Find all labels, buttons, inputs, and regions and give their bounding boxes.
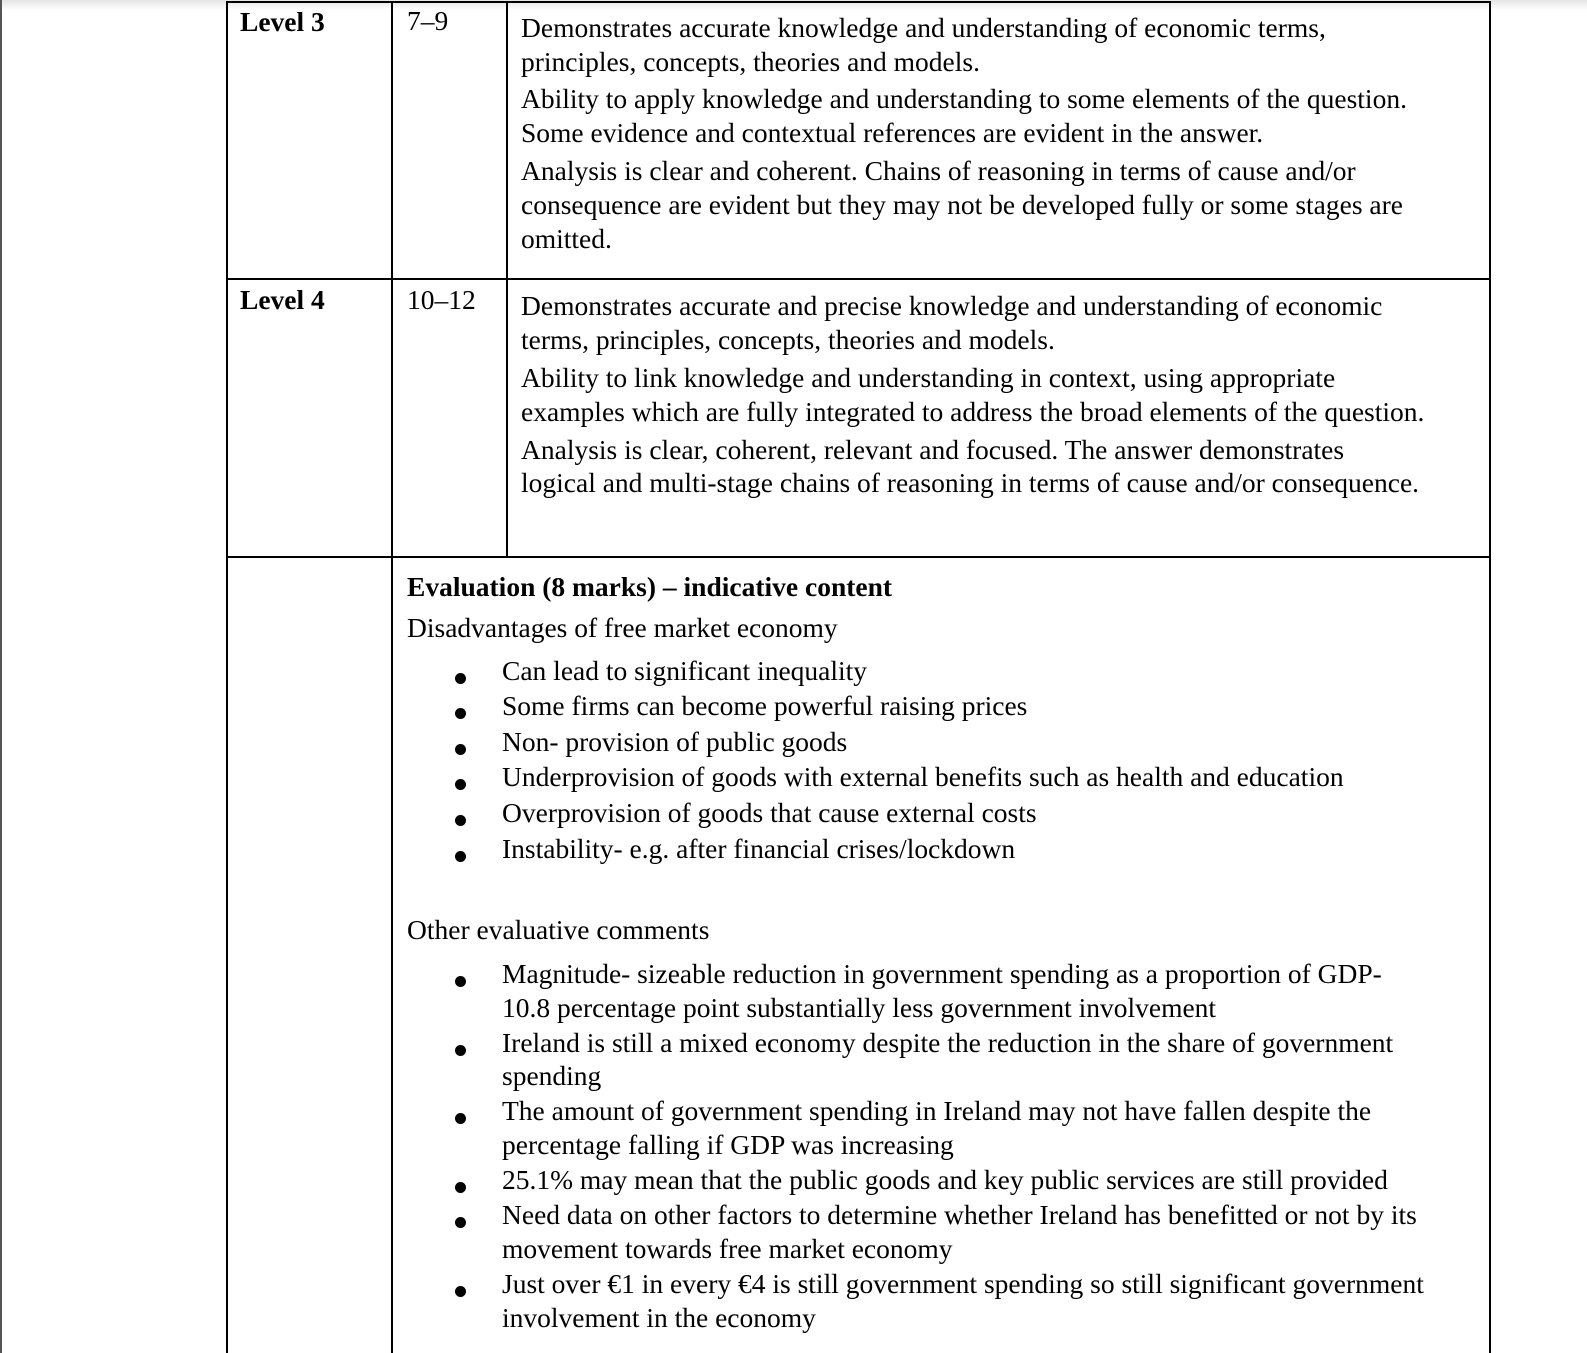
table-divider-col1: [391, 2, 393, 1353]
list-item-line: Magnitude- sizeable reduction in government spending as a proportion of GDP-: [502, 958, 1382, 989]
bullet-icon: [455, 708, 466, 719]
list-item-line: 10.8 percentage point substantially less government involvement: [502, 992, 1217, 1023]
bullet-icon: [455, 851, 466, 862]
descriptor-line: Analysis is clear and coherent. Chains of reasoning in terms of cause and/or: [521, 155, 1356, 186]
list-item-line: involvement in the economy: [502, 1302, 816, 1333]
descriptor-line: principles, concepts, theories and models.: [521, 46, 980, 77]
bullet-icon: [455, 779, 466, 790]
bullet-icon: [455, 1286, 466, 1297]
descriptor-line: Demonstrates accurate and precise knowledge and understanding of economic: [521, 290, 1383, 321]
descriptor-line: Demonstrates accurate knowledge and understanding of economic terms,: [521, 12, 1326, 43]
list-item-line: Need data on other factors to determine whether Ireland has benefitted or not by its: [502, 1199, 1417, 1230]
table-row-divider: [226, 556, 1491, 558]
table-border-left: [226, 2, 228, 1353]
bullet-icon: [455, 744, 466, 755]
list-item-line: 25.1% may mean that the public goods and key public services are still provided: [502, 1164, 1388, 1195]
list-item: Overprovision of goods that cause external costs: [502, 797, 1037, 828]
list-item-line: movement towards free market economy: [502, 1233, 953, 1264]
bullet-icon: [455, 1182, 466, 1193]
marks-range: 7–9: [407, 5, 449, 36]
bullet-icon: [455, 1113, 466, 1124]
descriptor-line: Ability to apply knowledge and understanding to some elements of the question.: [521, 83, 1407, 114]
list-item: Underprovision of goods with external benefits such as health and education: [502, 761, 1344, 792]
table-border-right: [1489, 2, 1491, 1353]
marks-range: 10–12: [407, 284, 476, 315]
list-item-line: Ireland is still a mixed economy despite the reduction in the share of government: [502, 1027, 1394, 1058]
viewer-left-edge: [0, 0, 2, 1353]
list-item-line: spending: [502, 1060, 602, 1091]
descriptor-line: Ability to link knowledge and understanding in context, using appropriate: [521, 362, 1336, 393]
list-item-line: Just over €1 in every €4 is still government spending so still significant government: [502, 1268, 1424, 1299]
list-item: Non- provision of public goods: [502, 726, 848, 757]
descriptor-line: consequence are evident but they may not be developed fully or some stages are: [521, 189, 1403, 220]
evaluation-heading: Evaluation (8 marks) – indicative content: [407, 571, 893, 602]
table-border-top: [226, 1, 1491, 3]
level-label: Level 3: [240, 6, 325, 37]
level-label: Level 4: [240, 284, 325, 315]
descriptor-line: omitted.: [521, 223, 612, 254]
list-item: Can lead to significant inequality: [502, 655, 868, 686]
bullet-icon: [455, 1217, 466, 1228]
descriptor-line: terms, principles, concepts, theories and models.: [521, 324, 1055, 355]
list-item: Some firms can become powerful raising prices: [502, 690, 1028, 721]
list-item-line: percentage falling if GDP was increasing: [502, 1129, 954, 1160]
descriptor-line: examples which are fully integrated to address the broad elements of the question.: [521, 396, 1425, 427]
bullet-icon: [455, 1045, 466, 1056]
descriptor-line: Analysis is clear, coherent, relevant and focused. The answer demonstrates: [521, 434, 1345, 465]
other-comments-title: Other evaluative comments: [407, 914, 710, 945]
disadvantages-title: Disadvantages of free market economy: [407, 612, 838, 643]
list-item: Instability- e.g. after financial crises/lockdown: [502, 833, 1016, 864]
bullet-icon: [455, 976, 466, 987]
bullet-icon: [455, 815, 466, 826]
descriptor-line: logical and multi-stage chains of reasoning in terms of cause and/or consequence.: [521, 467, 1420, 498]
bullet-icon: [455, 673, 466, 684]
descriptor-line: Some evidence and contextual references are evident in the answer.: [521, 117, 1264, 148]
list-item-line: The amount of government spending in Ireland may not have fallen despite the: [502, 1095, 1372, 1126]
table-row-divider: [226, 278, 1491, 280]
